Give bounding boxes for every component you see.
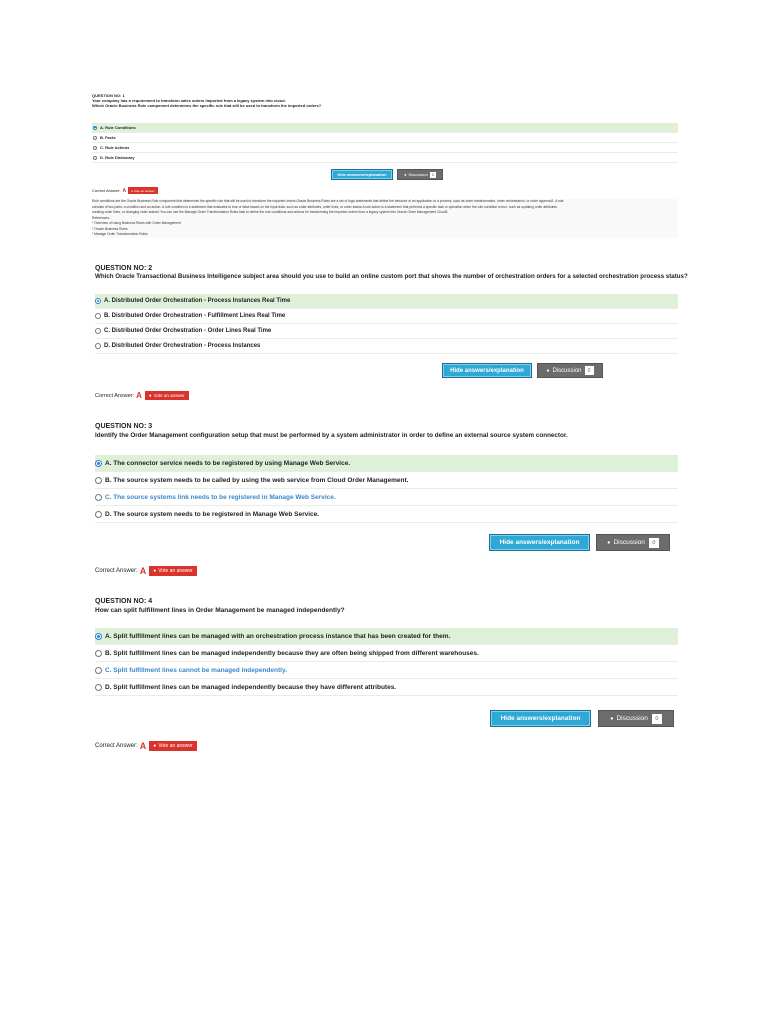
option-label: A. The connector service needs to be registered by using Manage Web Service. (105, 459, 351, 467)
comment-icon: ● (546, 367, 550, 374)
question-4-text: How can split fulfillment lines in Order Management be managed independently? (95, 607, 345, 614)
hide-answers-button[interactable]: Hide answers/explanation (442, 363, 532, 378)
comment-icon: ● (131, 188, 133, 193)
question-2-actions (442, 363, 603, 378)
question-2-option-a[interactable] (95, 294, 678, 309)
question-4-heading: QUESTION NO: 4 (95, 598, 153, 605)
correct-answer-value: A (136, 391, 142, 400)
radio-selected-icon[interactable] (95, 298, 101, 304)
question-1-option-c[interactable] (92, 143, 678, 153)
discussion-label: Discussion (616, 715, 648, 722)
explanation-line: References: (92, 215, 110, 220)
vote-answer-button[interactable] (149, 566, 197, 576)
discussion-button[interactable] (596, 534, 670, 551)
question-3-heading: QUESTION NO: 3 (95, 423, 153, 430)
comment-icon: ● (153, 568, 157, 574)
option-label: C. The source systems link needs to be registered in Manage Web Service. (105, 493, 336, 501)
radio-icon[interactable] (95, 684, 102, 691)
vote-label: Vote an answer (153, 393, 185, 398)
option-label: D. The source system needs to be registered in Manage Web Service. (105, 510, 320, 518)
radio-icon[interactable] (95, 667, 102, 674)
question-2-correct-answer (95, 391, 189, 400)
question-1-option-d[interactable] (92, 153, 678, 163)
discussion-count: 0 (649, 538, 659, 548)
option-label: A. Split fulfillment lines can be managed with an orchestration process instance that has been created for them. (105, 632, 451, 640)
hide-answers-button[interactable]: Hide answers/explanation (490, 710, 591, 727)
question-4-correct-answer (95, 741, 197, 751)
hide-answers-button[interactable]: Hide answers/explanation (331, 169, 393, 180)
comment-icon: ● (404, 172, 407, 177)
explanation-line: consists of two parts: a condition and an action. A rule condition is a statement that evaluates to true or false based on the input data, such as order attributes, order lines, or order status.A rule action is a statement that performs a specific task or operation when the rule condition is true, such as updating order attributes, (92, 204, 558, 209)
comment-icon: ● (153, 743, 157, 749)
option-label: A. Distributed Order Orchestration - Process Instances Real Time (104, 298, 291, 304)
question-2 (95, 265, 688, 354)
explanation-line: Rule conditions are the Oracle Business Rule component that determines the specific rule that will be used to transform the imported orders.Oracle Business Rules are a set of logic statements that define the behavior of an application or a process, such as order transformation, order orchestration, or order approval1. A rule (92, 199, 564, 203)
hide-answers-button[interactable]: Hide answers/explanation (489, 534, 590, 551)
question-4-option-a[interactable] (95, 628, 678, 645)
question-1-explanation (92, 199, 678, 238)
question-3-correct-answer (95, 566, 197, 576)
vote-label: Vote an answer (158, 743, 193, 749)
radio-icon[interactable] (93, 146, 97, 150)
option-label: D. Split fulfillment lines can be managed independently because they have different attributes. (105, 683, 397, 691)
radio-icon[interactable] (95, 328, 101, 334)
explanation-line: * Overview of Using Business Rules with Order Management (92, 221, 181, 225)
radio-icon[interactable] (95, 494, 102, 501)
question-3-option-a[interactable] (95, 455, 678, 472)
question-1-actions (331, 169, 443, 180)
question-2-heading: QUESTION NO: 2 (95, 265, 153, 272)
radio-selected-icon[interactable] (95, 460, 102, 467)
radio-icon[interactable] (93, 156, 97, 160)
question-1-option-b[interactable] (92, 133, 678, 143)
option-label: B. Distributed Order Orchestration - Fulfillment Lines Real Time (104, 313, 286, 319)
vote-answer-button[interactable] (128, 187, 158, 194)
option-label: C. Rule Actions (100, 145, 130, 150)
question-4-option-c[interactable] (95, 662, 678, 679)
question-3-option-d[interactable] (95, 506, 678, 523)
option-label: C. Split fulfillment lines cannot be managed independently. (105, 666, 287, 674)
discussion-button[interactable] (397, 169, 443, 180)
question-4-actions (490, 710, 674, 727)
comment-icon: ● (148, 393, 152, 398)
vote-answer-button[interactable] (149, 741, 197, 751)
radio-selected-icon[interactable] (95, 633, 102, 640)
question-2-option-d[interactable] (95, 339, 678, 354)
question-2-option-b[interactable] (95, 309, 678, 324)
discussion-count: 0 (585, 366, 594, 375)
question-1-text-line-2: Which Oracle Business Rule component determines the specific rule that will be used to transform the imported orders? (92, 103, 322, 108)
explanation-line: creating order lines, or changing order status2.You can use the Manage Order Transformation Rules task to define the rule conditions and actions for transforming the imported orders from a legacy system into Oracle Order Management Cloud3. (92, 210, 449, 214)
option-label: B. Split fulfillment lines can be managed independently because they are often being shipped from different warehouses. (105, 649, 479, 657)
radio-icon[interactable] (95, 650, 102, 657)
radio-icon[interactable] (95, 343, 101, 349)
question-3-option-c[interactable] (95, 489, 678, 506)
option-label: B. The source system needs to be called by using the web service from Cloud Order Management. (105, 476, 409, 484)
question-3-text: Identify the Order Management configuration setup that must be performed by a system administrator in order to define an external source system connector. (95, 432, 568, 439)
comment-icon: ● (607, 539, 611, 546)
question-4 (95, 597, 678, 696)
explanation-line: * Oracle Business Rules (92, 226, 128, 231)
comment-icon: ● (610, 715, 614, 722)
discussion-button[interactable] (598, 710, 674, 727)
correct-answer-value: A (139, 566, 147, 576)
correct-answer-label: Correct Answer: (92, 188, 121, 193)
question-4-option-b[interactable] (95, 645, 678, 662)
question-1-text-line-1: Your company has a requirement to transform sales orders imported from a legacy system into cloud. (92, 98, 286, 103)
question-2-text: Which Oracle Transactional Business Intelligence subject area should you use to build an online custom port that shows the number of orchestration orders for a selected orchestration process status? (95, 273, 688, 280)
correct-answer-value: A (139, 741, 147, 751)
question-3-option-b[interactable] (95, 472, 678, 489)
question-3-actions (489, 534, 670, 551)
correct-answer-label: Correct Answer: (95, 392, 135, 399)
explanation-line: * Manage Order Transformation Rules (92, 232, 148, 236)
option-label: D. Rule Dictionary (100, 155, 135, 160)
radio-selected-icon[interactable] (93, 126, 97, 130)
discussion-button[interactable] (537, 363, 603, 378)
radio-icon[interactable] (95, 313, 101, 319)
radio-icon[interactable] (95, 477, 102, 484)
discussion-label: Discussion (552, 367, 582, 374)
question-1 (92, 93, 678, 163)
correct-answer-value: A (122, 187, 127, 194)
correct-answer-label: Correct Answer: (95, 743, 138, 749)
option-label: C. Distributed Order Orchestration - Order Lines Real Time (104, 328, 272, 334)
discussion-label: Discussion (408, 172, 428, 177)
question-1-correct-answer (92, 187, 158, 194)
option-label: A. Rule Conditions (100, 125, 136, 130)
discussion-count: 0 (431, 172, 434, 177)
option-label: B. Facts (100, 135, 116, 140)
vote-label: Vote an answer (158, 568, 193, 574)
question-4-option-d[interactable] (95, 679, 678, 696)
question-3 (95, 422, 678, 523)
vote-answer-button[interactable] (145, 391, 189, 400)
question-2-option-c[interactable] (95, 324, 678, 339)
discussion-count: 0 (652, 714, 662, 724)
radio-icon[interactable] (95, 511, 102, 518)
correct-answer-label: Correct Answer: (95, 568, 138, 574)
discussion-label: Discussion (613, 539, 645, 546)
option-label: D. Distributed Order Orchestration - Process Instances (104, 343, 261, 349)
vote-label: Vote an answer (133, 188, 155, 193)
radio-icon[interactable] (93, 136, 97, 140)
question-1-heading: QUESTION NO: 1 (92, 93, 125, 98)
question-1-option-a[interactable] (92, 123, 678, 133)
